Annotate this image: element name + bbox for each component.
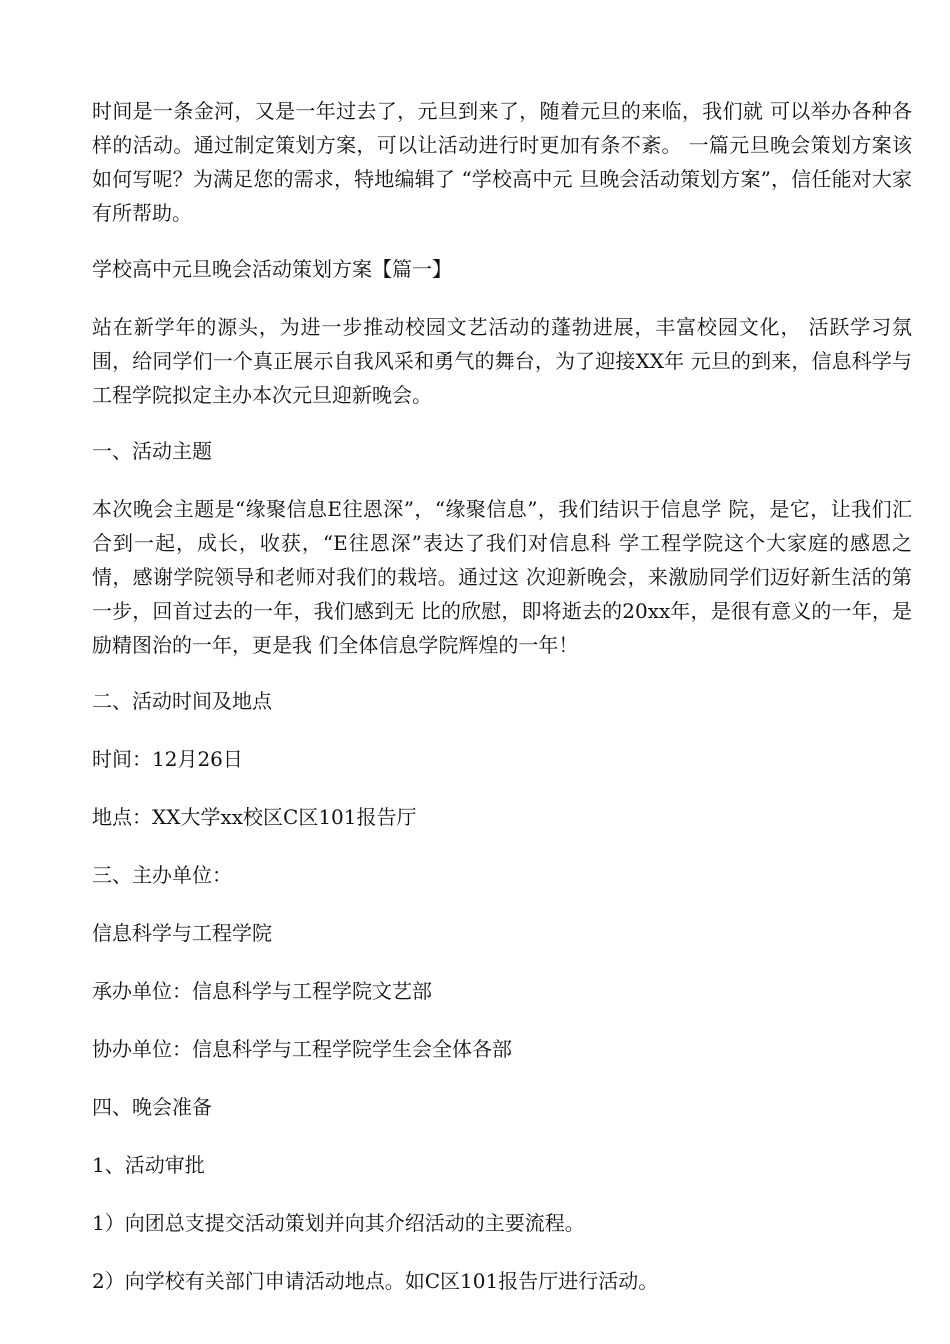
time-line: 时间：12月26日 <box>92 747 243 771</box>
document-page <box>92 94 912 1298</box>
section-1-heading: 一、活动主题 <box>92 439 212 463</box>
coorganizer-line: 协办单位：信息科学与工程学院学生会全体各部 <box>92 1037 512 1061</box>
place-line: 地点：XX大学xx校区C区101报告厅 <box>92 805 417 829</box>
step-2: 2）向学校有关部门申请活动地点。如C区101报告厅进行活动。 <box>92 1269 659 1293</box>
intro-paragraph: 时间是一条金河，又是一年过去了，元旦到来了，随着元旦的来临，我们就 可以举办各种各样的活动。通过制定策划方案，可以让活动进行时更加有条不紊。 一篇元旦晚会策划方案该如何写呢？为满足您的需求，特地编辑了 “学校高中元 旦晚会活动策划方案”，信任能对大家有所帮助。 <box>92 99 912 225</box>
section-2-heading: 二、活动时间及地点 <box>92 689 272 713</box>
section-3-heading: 三、主办单位： <box>92 863 232 887</box>
document-title: 学校高中元旦晚会活动策划方案【篇一】 <box>92 257 452 281</box>
step-1: 1）向团总支提交活动策划并向其介绍活动的主要流程。 <box>92 1211 585 1235</box>
subsection-1-heading: 1、活动审批 <box>92 1153 205 1177</box>
host-line: 信息科学与工程学院 <box>92 921 272 945</box>
organizer-line: 承办单位：信息科学与工程学院文艺部 <box>92 979 432 1003</box>
opening-paragraph: 站在新学年的源头，为进一步推动校园文艺活动的蓬勃进展，丰富校园文化， 活跃学习氛围，给同学们一个真正展示自我风采和勇气的舞台，为了迎接XX年 元旦的到来，信息科学与工程学院拟定主办本次元旦迎新晚会。 <box>92 315 912 407</box>
section-1-text: 本次晚会主题是“缘聚信息E往恩深”，“缘聚信息”，我们结识于信息学 院，是它，让我们汇合到一起，成长，收获，“E往恩深”表达了我们对信息科 学工程学院这个大家庭的感恩之情，感谢学院领导和老师对我们的栽培。通过这 次迎新晚会，来激励同学们迈好新生活的第一步，回首过去的一年，我们感到无 比的欣慰，即将逝去的20xx年，是很有意义的一年，是励精图治的一年，更是我 们全体信息学院辉煌的一年！ <box>92 497 912 657</box>
section-4-heading: 四、晚会准备 <box>92 1095 212 1119</box>
